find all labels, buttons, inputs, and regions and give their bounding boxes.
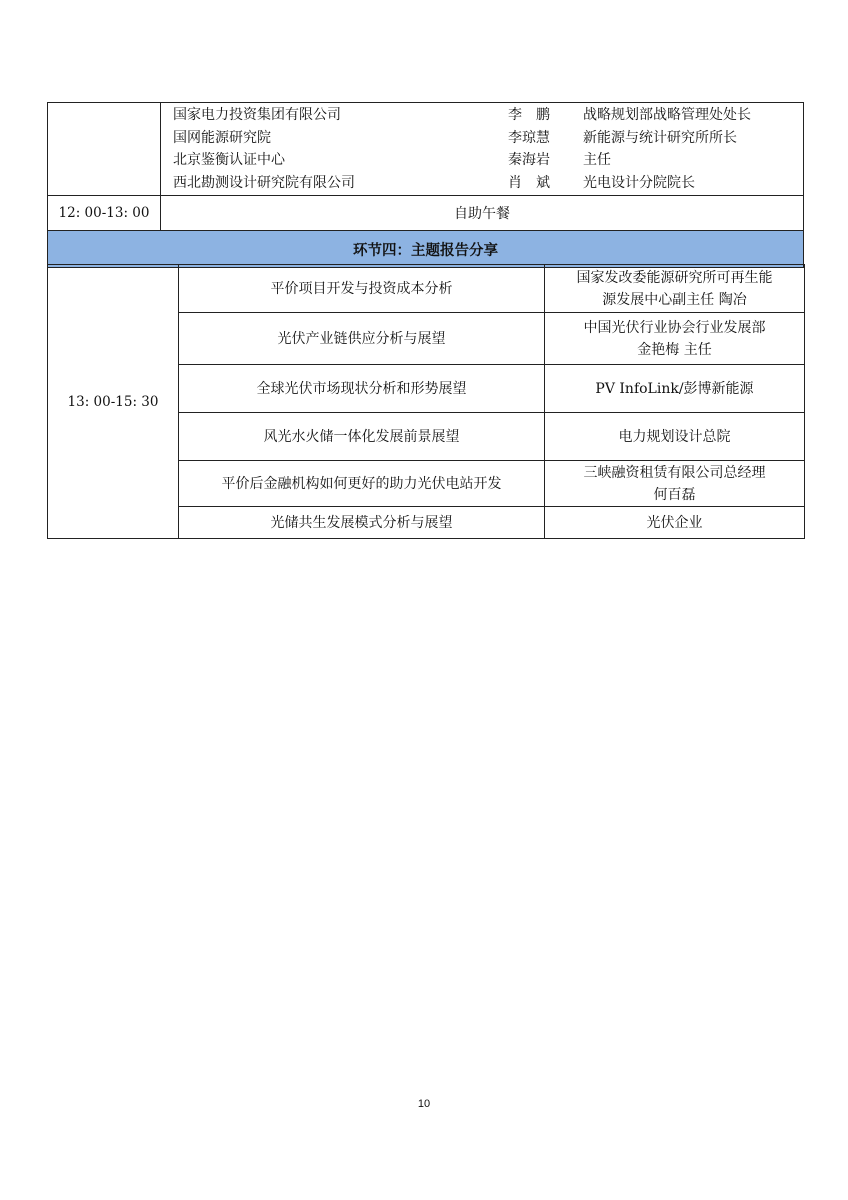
org-entry xyxy=(165,104,803,127)
org-name: 西北勘测设计研究院有限公司 xyxy=(173,174,355,191)
person-name: 秦海岩 xyxy=(508,152,550,168)
lunch-row xyxy=(48,196,804,231)
talk-speaker xyxy=(545,461,805,507)
person-title: 战略规划部战略管理处处长 xyxy=(583,107,751,123)
speaker-line: 三峡融资租赁有限公司总经理 xyxy=(583,464,766,481)
empty-time-cell xyxy=(48,103,161,196)
talks-table xyxy=(47,264,805,539)
person-name: 李琼慧 xyxy=(508,129,550,146)
org-list-cell xyxy=(161,103,804,196)
speaker-line: 中国光伏行业协会行业发展部 xyxy=(583,319,766,336)
org-name: 国网能源研究院 xyxy=(173,129,271,146)
talk-speaker: 光伏企业 xyxy=(545,507,805,539)
org-name: 国家电力投资集团有限公司 xyxy=(173,107,341,123)
talk-speaker: 电力规划设计总院 xyxy=(545,413,805,461)
talk-topic: 风光水火储一体化发展前景展望 xyxy=(179,413,545,461)
talk-topic: 光伏产业链供应分析与展望 xyxy=(179,313,545,365)
speaker-line: 国家发改委能源研究所可再生能 xyxy=(576,269,773,286)
speaker-line: 源发展中心副主任 陶冶 xyxy=(602,291,747,308)
person-name: 肖 斌 xyxy=(508,174,550,191)
lunch-label: 自助午餐 xyxy=(161,196,804,231)
org-entry xyxy=(165,127,803,150)
talk-speaker xyxy=(545,313,805,365)
speaker-line: 何百磊 xyxy=(653,486,696,503)
talk-topic: 平价后金融机构如何更好的助力光伏电站开发 xyxy=(179,461,545,507)
talk-topic: 光储共生发展模式分析与展望 xyxy=(179,507,545,539)
person-title: 新能源与统计研究所所长 xyxy=(583,129,737,146)
talk-topic: 全球光伏市场现状分析和形势展望 xyxy=(179,365,545,413)
speaker-line: 金艳梅 主任 xyxy=(637,341,712,358)
section-header-row xyxy=(48,231,804,268)
session-time: 13: 00-15: 30 xyxy=(48,265,179,539)
lunch-time: 12: 00-13: 00 xyxy=(48,196,161,231)
org-list-row xyxy=(48,103,804,196)
person-title: 主任 xyxy=(583,152,611,168)
page-number: 10 xyxy=(417,1098,431,1110)
talk-speaker: PV InfoLink/彭博新能源 xyxy=(545,365,805,413)
talk-topic: 平价项目开发与投资成本分析 xyxy=(179,265,545,313)
org-name: 北京鉴衡认证中心 xyxy=(173,152,285,168)
agenda-table-continuation xyxy=(47,102,804,268)
talk-speaker xyxy=(545,265,805,313)
talk-row xyxy=(48,265,805,313)
org-entry xyxy=(165,172,803,195)
org-entry xyxy=(165,149,803,172)
person-title: 光电设计分院院长 xyxy=(583,174,695,191)
person-name: 李 鹏 xyxy=(508,107,550,123)
section-title: 环节四：主题报告分享 xyxy=(48,231,804,268)
